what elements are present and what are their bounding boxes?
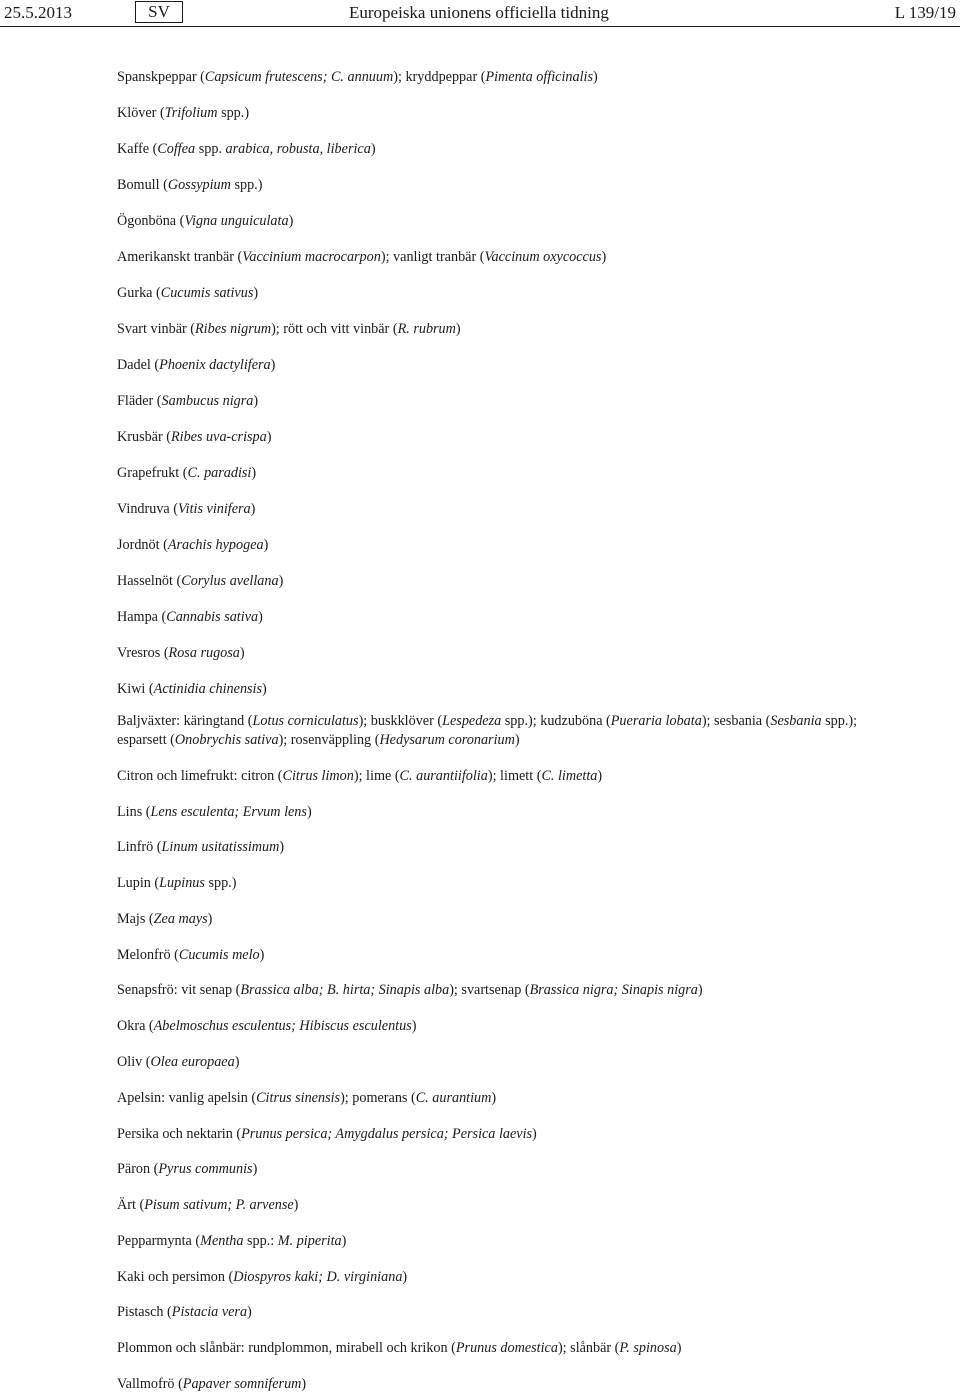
list-item	[117, 1089, 877, 1108]
entry-text: )	[455, 321, 461, 337]
page-header	[0, 0, 960, 27]
list-item	[117, 1160, 877, 1179]
entry-text: Kaffe (	[117, 141, 158, 157]
scientific-name: Brassica nigra; Sinapis nigra	[529, 982, 698, 998]
entry-text: Dadel (	[117, 357, 160, 373]
entry-text: )	[252, 1161, 258, 1177]
entry-text: )	[597, 768, 603, 784]
entry-text: Senapsfrö: vit senap (	[117, 982, 241, 998]
list-item	[117, 1375, 877, 1394]
entry-text: )	[239, 645, 245, 661]
entry-text: Melonfrö (	[117, 947, 179, 963]
entry-text: ); svartsenap (	[449, 982, 530, 998]
scientific-name: Hedysarum coronarium	[379, 732, 515, 748]
entry-text: spp.); kudzuböna (	[501, 713, 611, 729]
scientific-name: C. paradisi	[187, 465, 252, 481]
scientific-name: Brassica alba; B. hirta; Sinapis alba	[240, 982, 450, 998]
entry-text: Päron (	[117, 1161, 159, 1177]
entry-text: Plommon och slånbär: rundplommon, mirabell och krikon (	[117, 1340, 456, 1356]
scientific-name: Phoenix dactylifera	[159, 357, 271, 373]
entry-text: Ögonböna (	[117, 213, 185, 229]
entry-text: Bomull (	[117, 177, 168, 193]
entry-text: )	[250, 501, 256, 517]
list-item	[117, 572, 877, 591]
entry-text: )	[278, 573, 284, 589]
entry-text: Kaki och persimon (	[117, 1269, 234, 1285]
scientific-name: Pistacia vera	[171, 1304, 248, 1320]
entry-text: )	[532, 1126, 537, 1142]
list-item	[117, 1017, 877, 1036]
entry-text: )	[279, 839, 285, 855]
scientific-name: Vaccinium macrocarpon	[242, 249, 381, 265]
entry-text: ); kryddpeppar (	[393, 69, 486, 85]
list-item	[117, 1268, 877, 1287]
entry-text: Fläder (	[117, 393, 162, 409]
scientific-name: Zea mays	[153, 911, 208, 927]
list-item	[117, 1232, 877, 1251]
entry-text: Hasselnöt (	[117, 573, 182, 589]
entry-text: )	[234, 1054, 240, 1070]
scientific-name: M. piperita	[277, 1233, 342, 1249]
scientific-name: arabica, robusta, liberica	[225, 141, 371, 157]
entry-text: Pistasch (	[117, 1304, 172, 1320]
entry-text: Linfrö (	[117, 839, 162, 855]
entry-text: )	[593, 69, 598, 85]
list-item	[117, 500, 877, 519]
entry-text: Krusbär (	[117, 429, 171, 445]
scientific-name: Vaccinum oxycoccus	[484, 249, 602, 265]
scientific-name: Vitis vinifera	[178, 501, 251, 517]
list-item	[117, 608, 877, 627]
list-item	[117, 176, 877, 195]
entry-text: Okra (	[117, 1018, 154, 1034]
entry-text: Hampa (	[117, 609, 167, 625]
entry-text: )	[370, 141, 376, 157]
entry-text: )	[253, 285, 259, 301]
scientific-name: Arachis hypogea	[167, 537, 264, 553]
list-item	[117, 803, 877, 822]
scientific-name: Lespedeza	[442, 713, 502, 729]
scientific-name: Pimenta officinalis	[485, 69, 594, 85]
list-item	[117, 104, 877, 123]
scientific-name: Lens esculenta; Ervum lens	[150, 804, 307, 820]
list-item	[117, 767, 877, 786]
list-item	[117, 140, 877, 159]
scientific-name: Pueraria lobata	[610, 713, 702, 729]
entry-text: )	[266, 429, 272, 445]
scientific-name: Citrus sinensis	[256, 1090, 341, 1106]
list-item	[117, 644, 877, 663]
entry-text: )	[306, 804, 312, 820]
list-item	[117, 1339, 877, 1358]
scientific-name: P. spinosa	[619, 1340, 677, 1356]
scientific-name: Ribes nigrum	[195, 321, 272, 337]
scientific-name: Diospyros kaki; D. virginiana	[233, 1269, 403, 1285]
scientific-name: Cucumis sativus	[160, 285, 254, 301]
list-item	[117, 356, 877, 375]
scientific-name: Citrus limon	[282, 768, 354, 784]
list-item	[117, 981, 877, 1000]
entry-text: )	[491, 1090, 497, 1106]
entry-text: ); vanligt tranbär (	[380, 249, 485, 265]
list-item	[117, 1196, 877, 1215]
entry-text: Jordnöt (	[117, 537, 168, 553]
scientific-name: Coffea	[157, 141, 196, 157]
entry-text: spp.)	[217, 105, 250, 121]
list-item	[117, 68, 877, 87]
entry-text: )	[514, 732, 520, 748]
scientific-name: Sesbania	[770, 713, 822, 729]
entry-text: spp.)	[204, 875, 237, 891]
scientific-name: Ribes uva-crispa	[170, 429, 267, 445]
entry-text: spp.); esparsett (	[117, 713, 858, 748]
scientific-name: Abelmoschus esculentus; Hibiscus esculentus	[153, 1018, 412, 1034]
entry-text: Klöver (	[117, 105, 165, 121]
entry-text: Amerikanskt tranbär (	[117, 249, 243, 265]
entry-text: ); slånbär (	[557, 1340, 620, 1356]
entry-text: ); limett (	[487, 768, 542, 784]
language-code-box: SV	[135, 1, 183, 23]
scientific-name: Cannabis sativa	[166, 609, 259, 625]
entry-text: Pepparmynta (	[117, 1233, 201, 1249]
scientific-name: Vigna unguiculata	[184, 213, 289, 229]
entry-text: spp.:	[243, 1233, 278, 1249]
entry-text: spp.)	[230, 177, 263, 193]
entry-text: )	[259, 947, 265, 963]
entry-text: Gurka (	[117, 285, 161, 301]
list-item	[117, 1125, 877, 1144]
entry-text: )	[207, 911, 213, 927]
entry-text: Svart vinbär (	[117, 321, 196, 337]
entry-text: Grapefrukt (	[117, 465, 188, 481]
scientific-name: Cucumis melo	[178, 947, 260, 963]
entry-text: )	[247, 1304, 252, 1320]
list-item	[117, 212, 877, 231]
entry-text: )	[263, 537, 269, 553]
entry-text: ); buskklöver (	[358, 713, 443, 729]
entry-text: ); sesbania (	[701, 713, 771, 729]
scientific-name: Actinidia chinensis	[153, 681, 263, 697]
list-item	[117, 536, 877, 555]
list-item	[117, 284, 877, 303]
entry-text: Vallmofrö (	[117, 1376, 183, 1392]
journal-title: Europeiska unionens officiella tidning	[349, 3, 609, 22]
scientific-name: Prunus domestica	[455, 1340, 558, 1356]
page-reference: L 139/19	[894, 3, 956, 22]
entry-text: Vresros (	[117, 645, 169, 661]
entry-text: )	[288, 213, 294, 229]
entry-text: )	[293, 1197, 299, 1213]
entry-text: Ärt (	[117, 1197, 145, 1213]
scientific-name: C. aurantiifolia	[399, 768, 488, 784]
entry-text: )	[601, 249, 607, 265]
entry-text: )	[253, 393, 259, 409]
scientific-name: Linum usitatissimum	[161, 839, 280, 855]
entry-text: )	[262, 681, 267, 697]
scientific-name: Olea europaea	[150, 1054, 235, 1070]
scientific-name: Sambucus nigra	[161, 393, 254, 409]
entry-text: Spanskpeppar (	[117, 69, 205, 85]
scientific-name: Trifolium	[164, 105, 218, 121]
entry-text: )	[270, 357, 276, 373]
entry-text: Baljväxter: käringtand (	[117, 713, 253, 729]
list-item	[117, 712, 877, 750]
scientific-name: Corylus avellana	[181, 573, 279, 589]
entry-text: )	[251, 465, 257, 481]
entry-text: )	[258, 609, 263, 625]
list-item	[117, 320, 877, 339]
scientific-name: Lupinus	[159, 875, 205, 891]
entry-text: Apelsin: vanlig apelsin (	[117, 1090, 257, 1106]
scientific-name: Onobrychis sativa	[174, 732, 279, 748]
list-item	[117, 428, 877, 447]
entry-text: )	[676, 1340, 682, 1356]
list-item	[117, 464, 877, 483]
entry-text: Oliv (	[117, 1054, 151, 1070]
entry-text: )	[301, 1376, 307, 1392]
scientific-name: Gossypium	[167, 177, 231, 193]
scientific-name: Pisum sativum; P. arvense	[144, 1197, 294, 1213]
entry-text: Citron och limefrukt: citron (	[117, 768, 283, 784]
scientific-name: Pyrus communis	[158, 1161, 253, 1177]
entry-text: Majs (	[117, 911, 154, 927]
scientific-name: Mentha	[200, 1233, 244, 1249]
entry-text: Vindruva (	[117, 501, 179, 517]
entry-text: )	[341, 1233, 347, 1249]
list-item	[117, 680, 877, 699]
scientific-name: Rosa rugosa	[168, 645, 240, 661]
list-item	[117, 946, 877, 965]
entry-text: )	[697, 982, 703, 998]
list-item	[117, 1303, 877, 1322]
scientific-name: Lotus corniculatus	[252, 713, 359, 729]
entry-text: ); pomerans (	[340, 1090, 416, 1106]
scientific-name: C. limetta	[541, 768, 598, 784]
entry-text: Lins (	[117, 804, 151, 820]
list-item	[117, 1053, 877, 1072]
scientific-name: Papaver somniferum	[182, 1376, 302, 1392]
entry-text: )	[411, 1018, 417, 1034]
header-divider	[0, 26, 960, 27]
list-item	[117, 910, 877, 929]
list-item	[117, 838, 877, 857]
entry-text: Lupin (	[117, 875, 160, 891]
scientific-name: Prunus persica; Amygdalus persica; Persica laevis	[241, 1126, 533, 1142]
scientific-name: Capsicum frutescens; C. annuum	[204, 69, 394, 85]
scientific-name: R. rubrum	[397, 321, 456, 337]
list-item	[117, 248, 877, 267]
entry-text: spp.	[195, 141, 226, 157]
entry-text: ); lime (	[353, 768, 400, 784]
entry-text: Persika och nektarin (	[117, 1126, 242, 1142]
entry-text: Kiwi (	[117, 681, 154, 697]
entry-text: ); rött och vitt vinbär (	[271, 321, 398, 337]
list-item	[117, 392, 877, 411]
scientific-name: C. aurantium	[415, 1090, 492, 1106]
entry-text: ); rosenväppling (	[278, 732, 380, 748]
entry-text: )	[402, 1269, 408, 1285]
list-item	[117, 874, 877, 893]
publication-date: 25.5.2013	[4, 3, 72, 22]
